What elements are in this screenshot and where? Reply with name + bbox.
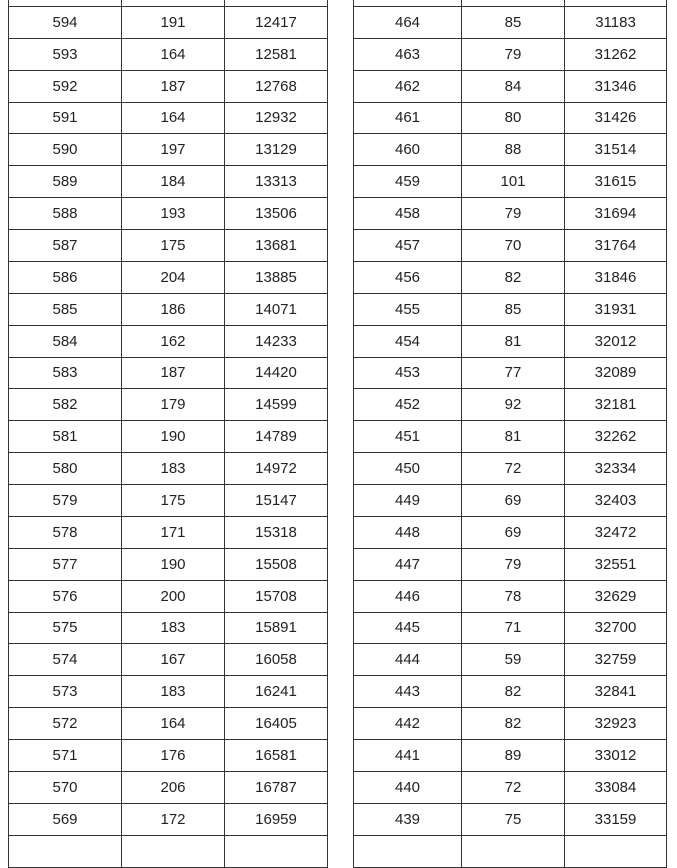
table-row (9, 421, 328, 453)
table-row (9, 6, 328, 38)
table-cell: 183 (122, 612, 225, 644)
table-cell: 75 (462, 803, 565, 835)
table-cell: 190 (122, 548, 225, 580)
table-cell: 581 (9, 421, 122, 453)
table-cell: 572 (9, 708, 122, 740)
table-cell: 31262 (565, 38, 667, 70)
table-row (9, 676, 328, 708)
table-cell (462, 835, 565, 867)
table-cell: 206 (122, 771, 225, 803)
table-cell: 72 (462, 771, 565, 803)
table-row (354, 293, 667, 325)
table-cell: 31931 (565, 293, 667, 325)
table-cell: 13885 (225, 261, 328, 293)
table-row (354, 771, 667, 803)
table-cell: 69 (462, 516, 565, 548)
table-cell: 31764 (565, 230, 667, 262)
table-row (354, 453, 667, 485)
table-cell: 32551 (565, 548, 667, 580)
table-row (354, 708, 667, 740)
table-row (9, 644, 328, 676)
table-cell: 578 (9, 516, 122, 548)
table-cell: 88 (462, 134, 565, 166)
table-row (354, 612, 667, 644)
table-cell: 12768 (225, 70, 328, 102)
table-cell: 570 (9, 771, 122, 803)
table-cell: 31846 (565, 261, 667, 293)
table-cell: 594 (9, 6, 122, 38)
table-cell: 183 (122, 453, 225, 485)
table-cell: 16058 (225, 644, 328, 676)
table-row (9, 708, 328, 740)
table-cell: 16581 (225, 740, 328, 772)
table-cell: 14071 (225, 293, 328, 325)
table-cell: 573 (9, 676, 122, 708)
table-cell: 15147 (225, 485, 328, 517)
table-cell: 197 (122, 134, 225, 166)
table-cell: 89 (462, 740, 565, 772)
table-cell: 79 (462, 38, 565, 70)
table-cell: 32759 (565, 644, 667, 676)
table-cell: 464 (354, 6, 462, 38)
table-cell: 81 (462, 325, 565, 357)
table-cell: 13129 (225, 134, 328, 166)
table-row (354, 261, 667, 293)
table-row (9, 389, 328, 421)
table-cell: 179 (122, 389, 225, 421)
table-cell: 463 (354, 38, 462, 70)
table-row (9, 548, 328, 580)
table-cell: 184 (122, 166, 225, 198)
table-row (9, 612, 328, 644)
table-cell: 585 (9, 293, 122, 325)
table-cell: 32629 (565, 580, 667, 612)
table-cell: 32472 (565, 516, 667, 548)
table-row (354, 644, 667, 676)
table-cell: 588 (9, 198, 122, 230)
table-cell: 453 (354, 357, 462, 389)
table-row (354, 803, 667, 835)
table-row (354, 548, 667, 580)
table-cell: 175 (122, 230, 225, 262)
table-cell: 85 (462, 6, 565, 38)
table-row (354, 134, 667, 166)
table-cell: 15708 (225, 580, 328, 612)
table-cell: 186 (122, 293, 225, 325)
table-cell: 12417 (225, 6, 328, 38)
table-cell (354, 835, 462, 867)
table-cell: 16405 (225, 708, 328, 740)
table-row (354, 325, 667, 357)
table-cell: 162 (122, 325, 225, 357)
table-cell: 77 (462, 357, 565, 389)
table-cell: 591 (9, 102, 122, 134)
table-cell: 16241 (225, 676, 328, 708)
table-cell: 172 (122, 803, 225, 835)
table-row (9, 357, 328, 389)
table-cell: 31426 (565, 102, 667, 134)
score-table-left (8, 0, 328, 868)
table-cell: 582 (9, 389, 122, 421)
table-cell: 456 (354, 261, 462, 293)
table-cell: 79 (462, 198, 565, 230)
table-cell: 583 (9, 357, 122, 389)
table-cell: 32334 (565, 453, 667, 485)
table-cell: 31346 (565, 70, 667, 102)
table-cell: 571 (9, 740, 122, 772)
table-cell: 577 (9, 548, 122, 580)
table-cell: 462 (354, 70, 462, 102)
table-cell: 589 (9, 166, 122, 198)
table-row (9, 835, 328, 867)
table-row (9, 516, 328, 548)
table-cell: 59 (462, 644, 565, 676)
table-cell: 32700 (565, 612, 667, 644)
table-cell: 592 (9, 70, 122, 102)
table-row (9, 485, 328, 517)
table-cell: 593 (9, 38, 122, 70)
table-row (354, 676, 667, 708)
table-cell: 78 (462, 580, 565, 612)
table-row (354, 835, 667, 867)
table-cell: 33084 (565, 771, 667, 803)
table-cell: 31183 (565, 6, 667, 38)
table-cell: 446 (354, 580, 462, 612)
table-cell: 69 (462, 485, 565, 517)
table-cell: 15508 (225, 548, 328, 580)
table-cell: 193 (122, 198, 225, 230)
table-row (354, 357, 667, 389)
table-row (354, 740, 667, 772)
table-cell: 12932 (225, 102, 328, 134)
table-row (9, 740, 328, 772)
table-cell: 187 (122, 70, 225, 102)
table-row (354, 102, 667, 134)
table-row (354, 230, 667, 262)
table-cell: 80 (462, 102, 565, 134)
table-cell: 33159 (565, 803, 667, 835)
table-cell: 33012 (565, 740, 667, 772)
table-cell: 32181 (565, 389, 667, 421)
table-cell: 458 (354, 198, 462, 230)
table-cell: 574 (9, 644, 122, 676)
table-cell: 81 (462, 421, 565, 453)
table-cell: 79 (462, 548, 565, 580)
table-cell: 32089 (565, 357, 667, 389)
table-cell: 82 (462, 708, 565, 740)
table-cell: 200 (122, 580, 225, 612)
table-cell: 82 (462, 676, 565, 708)
table-cell: 460 (354, 134, 462, 166)
table-cell: 32012 (565, 325, 667, 357)
table-cell: 175 (122, 485, 225, 517)
table-cell: 584 (9, 325, 122, 357)
table-cell: 576 (9, 580, 122, 612)
table-cell: 164 (122, 708, 225, 740)
score-table-right (353, 0, 667, 868)
table-row (9, 261, 328, 293)
table-cell: 449 (354, 485, 462, 517)
table-cell: 14789 (225, 421, 328, 453)
table-row (354, 516, 667, 548)
table-cell: 92 (462, 389, 565, 421)
table-cell: 455 (354, 293, 462, 325)
table-cell: 101 (462, 166, 565, 198)
table-cell: 32923 (565, 708, 667, 740)
table-cell: 70 (462, 230, 565, 262)
table-body (9, 0, 328, 867)
table-cell: 580 (9, 453, 122, 485)
table-cell: 13681 (225, 230, 328, 262)
table-row (9, 230, 328, 262)
table-cell: 447 (354, 548, 462, 580)
table-cell: 459 (354, 166, 462, 198)
table-cell: 441 (354, 740, 462, 772)
table-cell: 85 (462, 293, 565, 325)
table-cell: 32841 (565, 676, 667, 708)
table-cell: 14599 (225, 389, 328, 421)
table-row (9, 166, 328, 198)
table-cell: 569 (9, 803, 122, 835)
table-cell (9, 835, 122, 867)
table-row (354, 485, 667, 517)
table-cell: 443 (354, 676, 462, 708)
table-row (354, 38, 667, 70)
table-row (9, 134, 328, 166)
table-cell: 183 (122, 676, 225, 708)
table-row (9, 453, 328, 485)
table-row (9, 70, 328, 102)
table-cell: 450 (354, 453, 462, 485)
table-cell: 14233 (225, 325, 328, 357)
table-cell: 13313 (225, 166, 328, 198)
table-cell: 451 (354, 421, 462, 453)
table-row (9, 38, 328, 70)
table-cell: 191 (122, 6, 225, 38)
table-row (9, 771, 328, 803)
table-row (9, 803, 328, 835)
table-cell (565, 835, 667, 867)
table-row (354, 198, 667, 230)
table-row (9, 580, 328, 612)
table-cell: 171 (122, 516, 225, 548)
table-body (354, 0, 667, 867)
table-cell: 204 (122, 261, 225, 293)
table-cell: 13506 (225, 198, 328, 230)
table-cell: 164 (122, 102, 225, 134)
table-cell: 31615 (565, 166, 667, 198)
table-row (9, 198, 328, 230)
table-row (9, 325, 328, 357)
table-cell: 15891 (225, 612, 328, 644)
table-cell: 84 (462, 70, 565, 102)
table-cell: 32262 (565, 421, 667, 453)
table-row (354, 421, 667, 453)
table-row (354, 166, 667, 198)
table-cell: 448 (354, 516, 462, 548)
table-cell: 440 (354, 771, 462, 803)
table-cell: 187 (122, 357, 225, 389)
table-cell: 82 (462, 261, 565, 293)
table-cell: 590 (9, 134, 122, 166)
table-cell: 457 (354, 230, 462, 262)
table-cell: 586 (9, 261, 122, 293)
table-cell: 16787 (225, 771, 328, 803)
table-row (9, 293, 328, 325)
table-cell: 452 (354, 389, 462, 421)
table-cell: 167 (122, 644, 225, 676)
table-cell: 439 (354, 803, 462, 835)
table-cell: 31514 (565, 134, 667, 166)
table-row (354, 389, 667, 421)
table-row (354, 6, 667, 38)
table-row (9, 102, 328, 134)
table-cell: 445 (354, 612, 462, 644)
table-cell: 164 (122, 38, 225, 70)
table-cell: 587 (9, 230, 122, 262)
table-cell: 442 (354, 708, 462, 740)
table-cell: 15318 (225, 516, 328, 548)
table-cell: 14420 (225, 357, 328, 389)
table-cell: 31694 (565, 198, 667, 230)
table-cell: 16959 (225, 803, 328, 835)
table-cell: 190 (122, 421, 225, 453)
table-cell: 14972 (225, 453, 328, 485)
table-cell: 461 (354, 102, 462, 134)
table-row (354, 580, 667, 612)
table-cell (122, 835, 225, 867)
table-row (354, 70, 667, 102)
table-cell: 454 (354, 325, 462, 357)
table-cell: 32403 (565, 485, 667, 517)
table-cell: 575 (9, 612, 122, 644)
table-cell: 444 (354, 644, 462, 676)
table-cell: 71 (462, 612, 565, 644)
table-cell: 72 (462, 453, 565, 485)
table-cell: 12581 (225, 38, 328, 70)
table-cell: 176 (122, 740, 225, 772)
table-cell: 579 (9, 485, 122, 517)
table-cell (225, 835, 328, 867)
